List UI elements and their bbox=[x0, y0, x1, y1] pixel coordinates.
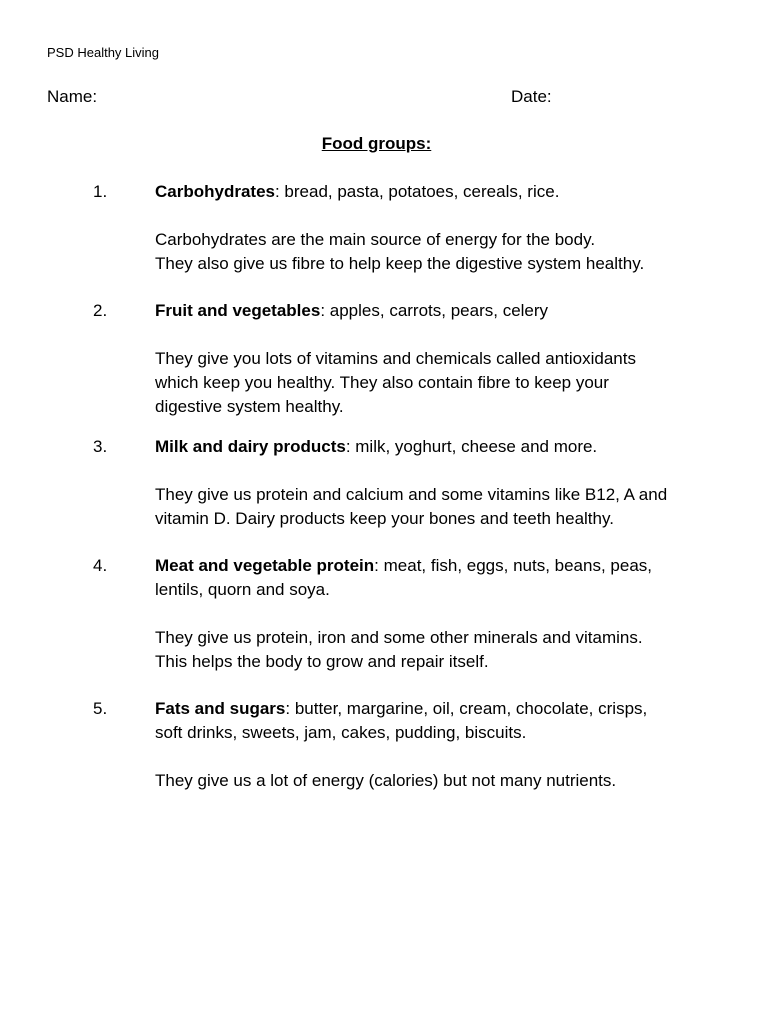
name-field-label: Name: bbox=[47, 87, 98, 106]
group-body bbox=[155, 554, 735, 674]
date-field-label: Date: bbox=[511, 87, 552, 106]
description-line: They also give us fibre to help keep the digestive system healthy. bbox=[155, 254, 645, 273]
group-examples-continued: lentils, quorn and soya. bbox=[155, 580, 330, 599]
group-body bbox=[155, 697, 735, 793]
group-description bbox=[155, 347, 735, 419]
group-heading-line bbox=[155, 180, 735, 204]
group-name: Meat and vegetable protein bbox=[155, 556, 375, 575]
description-line: They give us protein, iron and some other minerals and vitamins. bbox=[155, 628, 643, 647]
group-heading-line bbox=[155, 697, 735, 721]
group-examples: : apples, carrots, pears, celery bbox=[320, 301, 549, 320]
group-examples: : milk, yoghurt, cheese and more. bbox=[345, 437, 598, 456]
group-examples-continued: soft drinks, sweets, jam, cakes, pudding, biscuits. bbox=[155, 723, 527, 742]
page-title: Food groups: bbox=[321, 134, 432, 153]
group-name: Fats and sugars bbox=[155, 699, 286, 718]
group-heading-line bbox=[155, 435, 735, 459]
group-body bbox=[155, 180, 735, 276]
group-body bbox=[155, 299, 735, 419]
group-name: Fruit and vegetables bbox=[155, 301, 321, 320]
group-description bbox=[155, 483, 735, 531]
description-line: This helps the body to grow and repair itself. bbox=[155, 652, 489, 671]
group-name: Carbohydrates bbox=[155, 182, 275, 201]
group-name: Milk and dairy products bbox=[155, 437, 346, 456]
group-heading-line bbox=[155, 554, 735, 578]
group-number: 4. bbox=[93, 556, 108, 575]
group-description bbox=[155, 769, 735, 793]
group-number: 3. bbox=[93, 437, 108, 456]
group-number: 5. bbox=[93, 699, 108, 718]
group-heading-line bbox=[155, 299, 735, 323]
description-line: Carbohydrates are the main source of energy for the body. bbox=[155, 230, 596, 249]
group-examples: : butter, margarine, oil, cream, chocolate, crisps, bbox=[285, 699, 648, 718]
description-line: They give us protein and calcium and some vitamins like B12, A and bbox=[155, 485, 668, 504]
description-line: digestive system healthy. bbox=[155, 397, 344, 416]
description-line: which keep you healthy. They also contain fibre to keep your bbox=[155, 373, 609, 392]
header-label: PSD Healthy Living bbox=[47, 45, 159, 60]
description-line: They give you lots of vitamins and chemicals called antioxidants bbox=[155, 349, 636, 368]
group-description bbox=[155, 228, 735, 276]
group-examples: : bread, pasta, potatoes, cereals, rice. bbox=[274, 182, 560, 201]
group-body bbox=[155, 435, 735, 531]
description-line: vitamin D. Dairy products keep your bones and teeth healthy. bbox=[155, 509, 614, 528]
group-examples: : meat, fish, eggs, nuts, beans, peas, bbox=[374, 556, 652, 575]
group-number: 1. bbox=[93, 182, 108, 201]
group-number: 2. bbox=[93, 301, 108, 320]
group-description bbox=[155, 626, 735, 674]
description-line: They give us a lot of energy (calories) but not many nutrients. bbox=[155, 771, 617, 790]
